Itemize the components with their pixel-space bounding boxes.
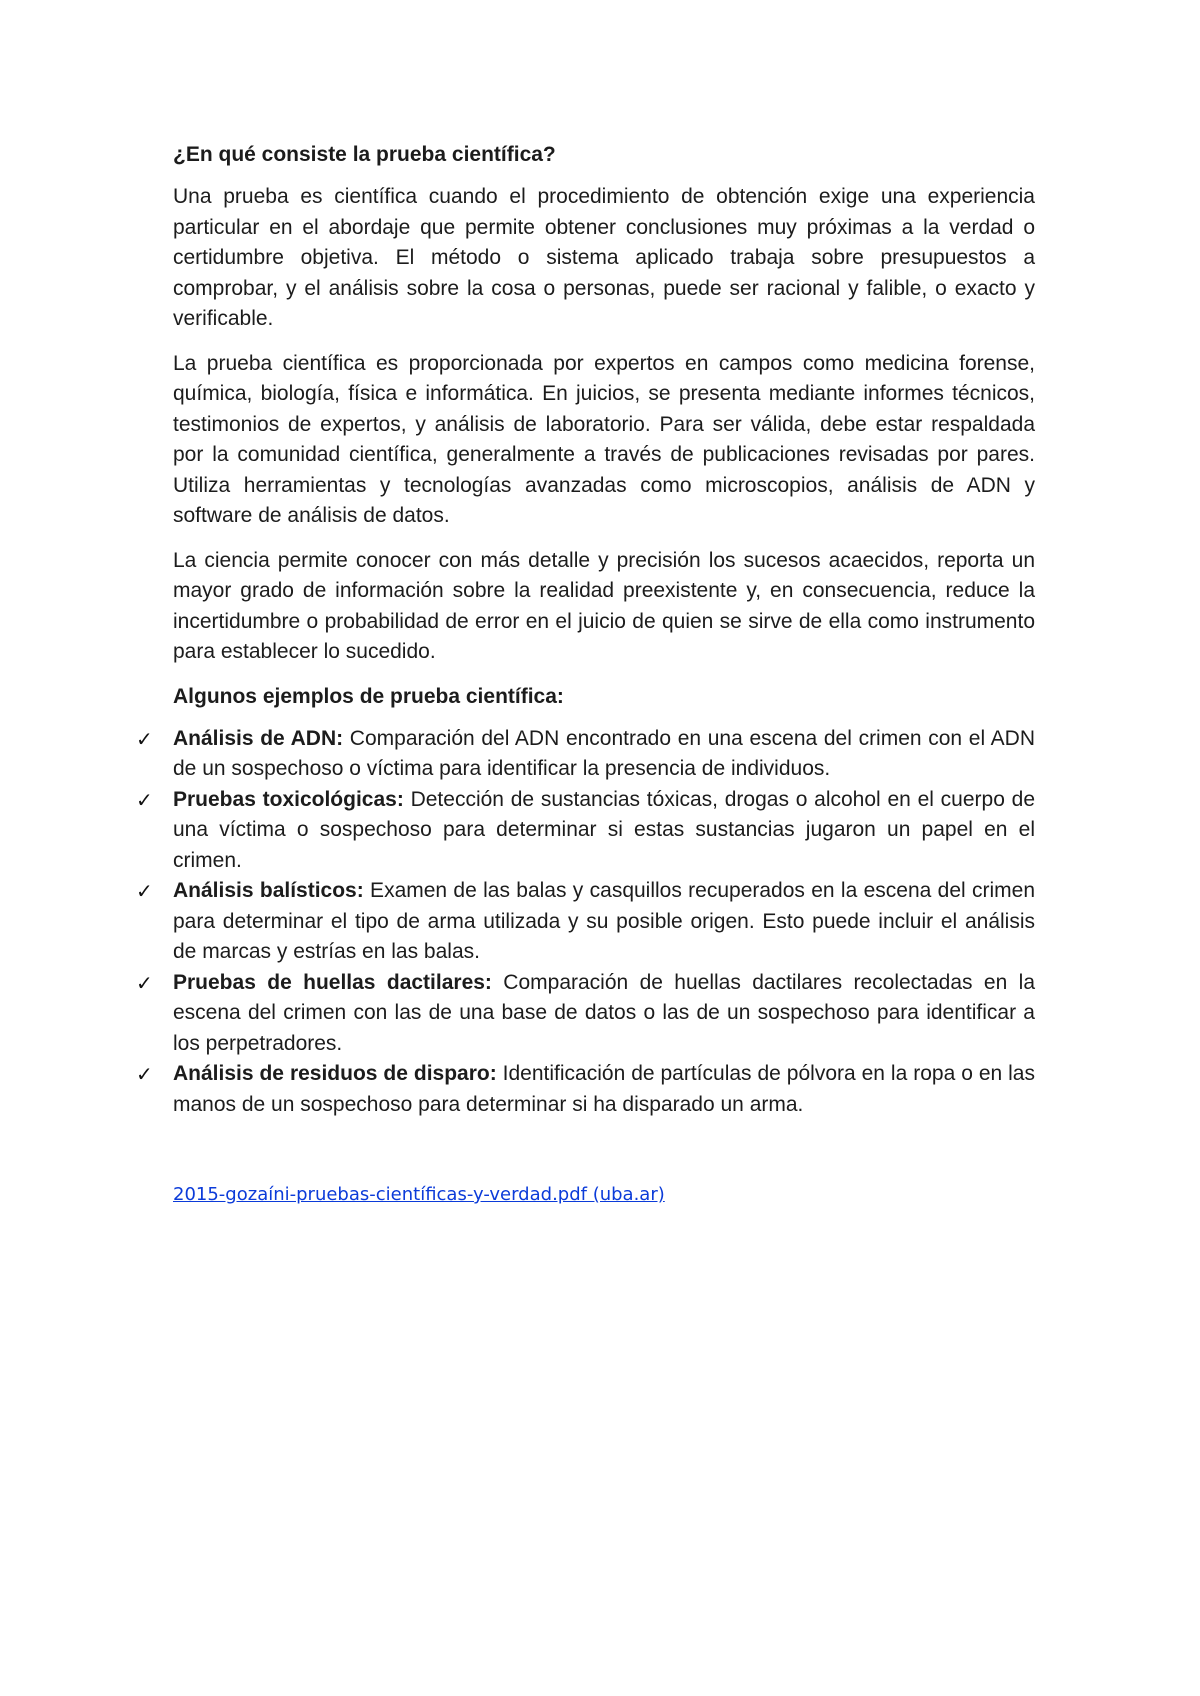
example-term: Análisis de ADN: [173,726,344,750]
paragraph-definition: Una prueba es científica cuando el procedimiento de obtención exige una experiencia particular en el abordaje que permite obtener conclusiones muy próximas a la verdad o certidumbre objetiva. El método o sistema aplicado trabaja sobre presupuestos a comprobar, y el análisis sobre la cosa o personas, puede ser racional y falible, o exacto y verificable. [173,185,1035,330]
source-link-container [173,1182,1035,1208]
example-text: Detección de sustancias tóxicas, drogas o alcohol en el cuerpo de una víctima o sospechoso para determinar si estas sustancias jugaron un papel en el crimen. [173,787,1035,872]
list-item [136,968,1035,1060]
source-link[interactable]: 2015-gozaíni-pruebas-científicas-y-verdad.pdf (uba.ar) [173,1184,665,1205]
paragraph-science: La ciencia permite conocer con más detalle y precisión los sucesos acaecidos, reporta un mayor grado de información sobre la realidad preexistente y, en consecuencia, reduce la incertidumbre o probabilidad de error en el juicio de quien se sirve de ella como instrumento para establecer lo sucedido. [173,548,1035,663]
document-heading: ¿En qué consiste la prueba científica? [173,143,556,166]
document-body [136,140,1035,1208]
example-term: Pruebas de huellas dactilares: [173,970,492,994]
list-item [136,876,1035,968]
examples-list [136,724,1035,1121]
example-text: Comparación del ADN encontrado en una escena del crimen con el ADN de un sospechoso o víctima para identificar la presencia de individuos. [173,726,1035,780]
examples-heading: Algunos ejemplos de prueba científica: [173,684,564,708]
check-icon: ✓ [136,970,153,995]
check-icon: ✓ [136,726,153,751]
example-term: Análisis de residuos de disparo: [173,1062,497,1085]
list-item [136,785,1035,877]
example-term: Pruebas toxicológicas: [173,787,404,811]
example-term: Análisis balísticos: [173,879,364,902]
example-text: Identificación de partículas de pólvora en la ropa o en las manos de un sospechoso para determinar si ha disparado un arma. [173,1062,1035,1116]
check-icon: ✓ [136,1062,153,1086]
check-icon: ✓ [136,787,153,812]
list-item [136,1059,1035,1120]
paragraph-experts: La prueba científica es proporcionada por expertos en campos como medicina forense, química, biología, física e informática. En juicios, se presenta mediante informes técnicos, testimonios de expertos, y análisis de laboratorio. Para ser válida, debe estar respaldada por la comunidad científica, generalmente a través de publicaciones revisadas por pares. Utiliza herramientas y tecnologías avanzadas como microscopios, análisis de ADN y software de análisis de datos. [173,351,1035,527]
example-text: Examen de las balas y casquillos recuperados en la escena del crimen para determinar el tipo de arma utilizada y su posible origen. Esto puede incluir el análisis de marcas y estrías en las balas. [173,879,1035,963]
example-text: Comparación de huellas dactilares recolectadas en la escena del crimen con las de una base de datos o las de un sospechoso para identificar a los perpetradores. [173,970,1035,1055]
list-item [136,724,1035,785]
check-icon: ✓ [136,879,153,903]
